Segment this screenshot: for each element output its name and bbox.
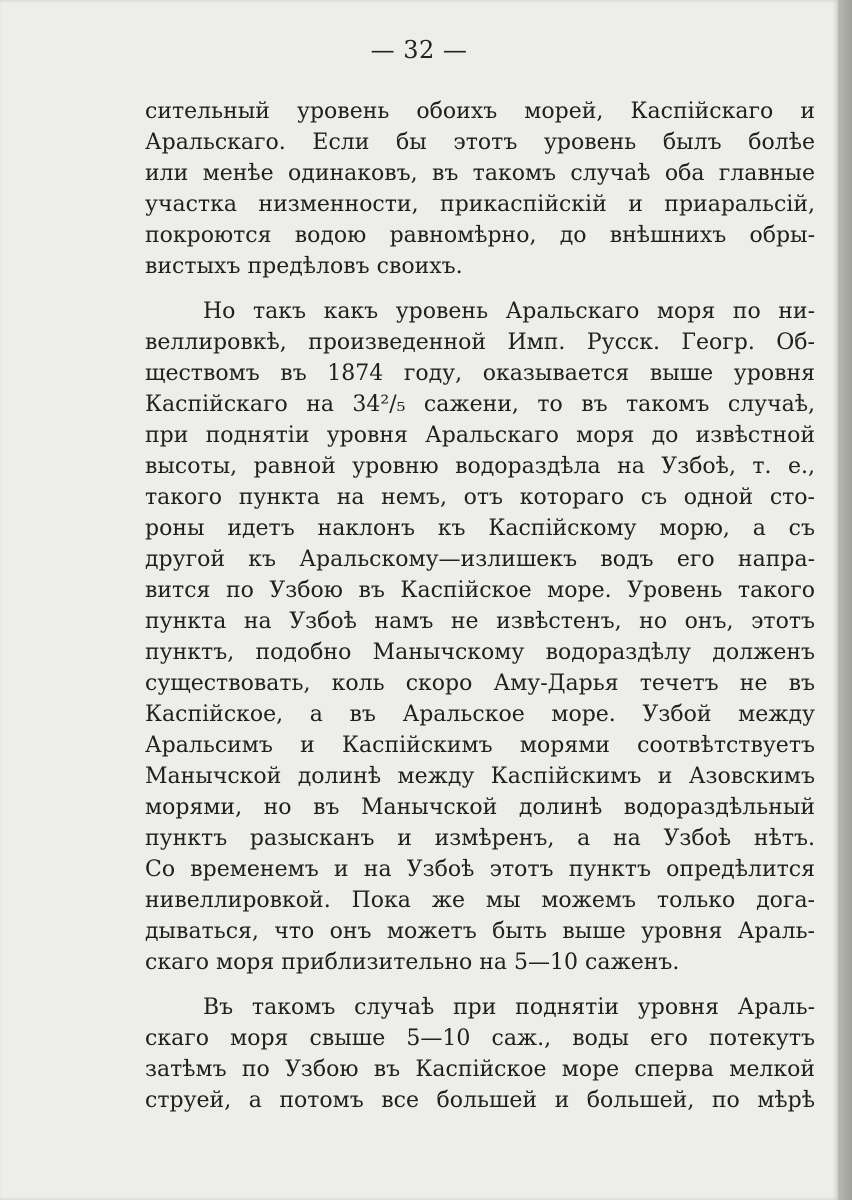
text-line: морями, но въ Манычской долинѣ водораздѣльный <box>145 795 815 820</box>
text-line: такого пункта на немъ, отъ котораго съ одной сто- <box>145 485 815 510</box>
page-edge <box>838 0 852 1200</box>
text-line: роны идетъ наклонъ къ Каспійскому морю, а съ <box>145 516 815 541</box>
text-line: Аральсимъ и Каспійскимъ морями соотвѣтствуетъ <box>145 733 815 758</box>
text-line: сительный уровень обоихъ морей, Каспійскаго и <box>145 99 815 124</box>
text-line: скаго моря приблизительно на 5—10 саженъ. <box>145 950 680 975</box>
text-line: скаго моря свыше 5—10 саж., воды его потекутъ <box>145 1026 815 1051</box>
text-line: покроются водою равномѣрно, до внѣшнихъ обры- <box>145 223 815 248</box>
body-text <box>145 96 815 1116</box>
text-line: пунктъ разысканъ и измѣренъ, а на Узбоѣ нѣтъ. <box>145 826 815 851</box>
text-line: затѣмъ по Узбою въ Каспійское море сперва мелкой <box>145 1057 815 1082</box>
text-line: участка низменности, прикаспійскій и приаральсій, <box>145 192 815 217</box>
text-line: существовать, коль скоро Аму-Дарья течетъ не въ <box>145 671 815 696</box>
text-line: нивеллировкой. Пока же мы можемъ только дога- <box>145 888 815 913</box>
text-line: струей, а потомъ все большей и большей, по мѣрѣ <box>145 1088 815 1113</box>
text-line: Манычской долинѣ между Каспійскимъ и Азовскимъ <box>145 764 815 789</box>
text-line: пункта на Узбоѣ намъ не извѣстенъ, но онъ, этотъ <box>145 609 815 634</box>
text-line: или менѣе одинаковъ, въ такомъ случаѣ оба главные <box>145 161 815 186</box>
text-line: высоты, равной уровню водораздѣла на Узбоѣ, т. е., <box>145 454 815 479</box>
text-line: Аральскаго. Если бы этотъ уровень былъ болѣе <box>145 130 815 155</box>
text-line: Каспійскаго на 34²/₅ сажени, то въ такомъ случаѣ, <box>145 392 815 417</box>
text-line: Со временемъ и на Узбоѣ этотъ пунктъ опредѣлится <box>145 857 815 882</box>
text-line: веллировкѣ, произведенной Имп. Русск. Геогр. Об- <box>145 330 815 355</box>
text-line: Но такъ какъ уровень Аральскаго моря по ни- <box>203 299 815 324</box>
text-line: при поднятіи уровня Аральскаго моря до извѣстной <box>145 423 815 448</box>
text-line: вистыхъ предѣловъ своихъ. <box>145 254 463 279</box>
text-line: другой къ Аральскому—излишекъ водъ его напра- <box>145 547 815 572</box>
text-line: дываться, что онъ можетъ быть выше уровня Араль- <box>145 919 815 944</box>
page-number: — 32 — <box>370 36 468 64</box>
text-line: пунктъ, подобно Манычскому водораздѣлу долженъ <box>145 640 815 665</box>
text-line: Каспійское, а въ Аральское море. Узбой между <box>145 702 815 727</box>
text-line: вится по Узбою въ Каспійское море. Уровень такого <box>145 578 815 603</box>
text-line: ществомъ въ 1874 году, оказывается выше уровня <box>145 361 815 386</box>
text-line: Въ такомъ случаѣ при поднятіи уровня Араль- <box>203 995 815 1020</box>
